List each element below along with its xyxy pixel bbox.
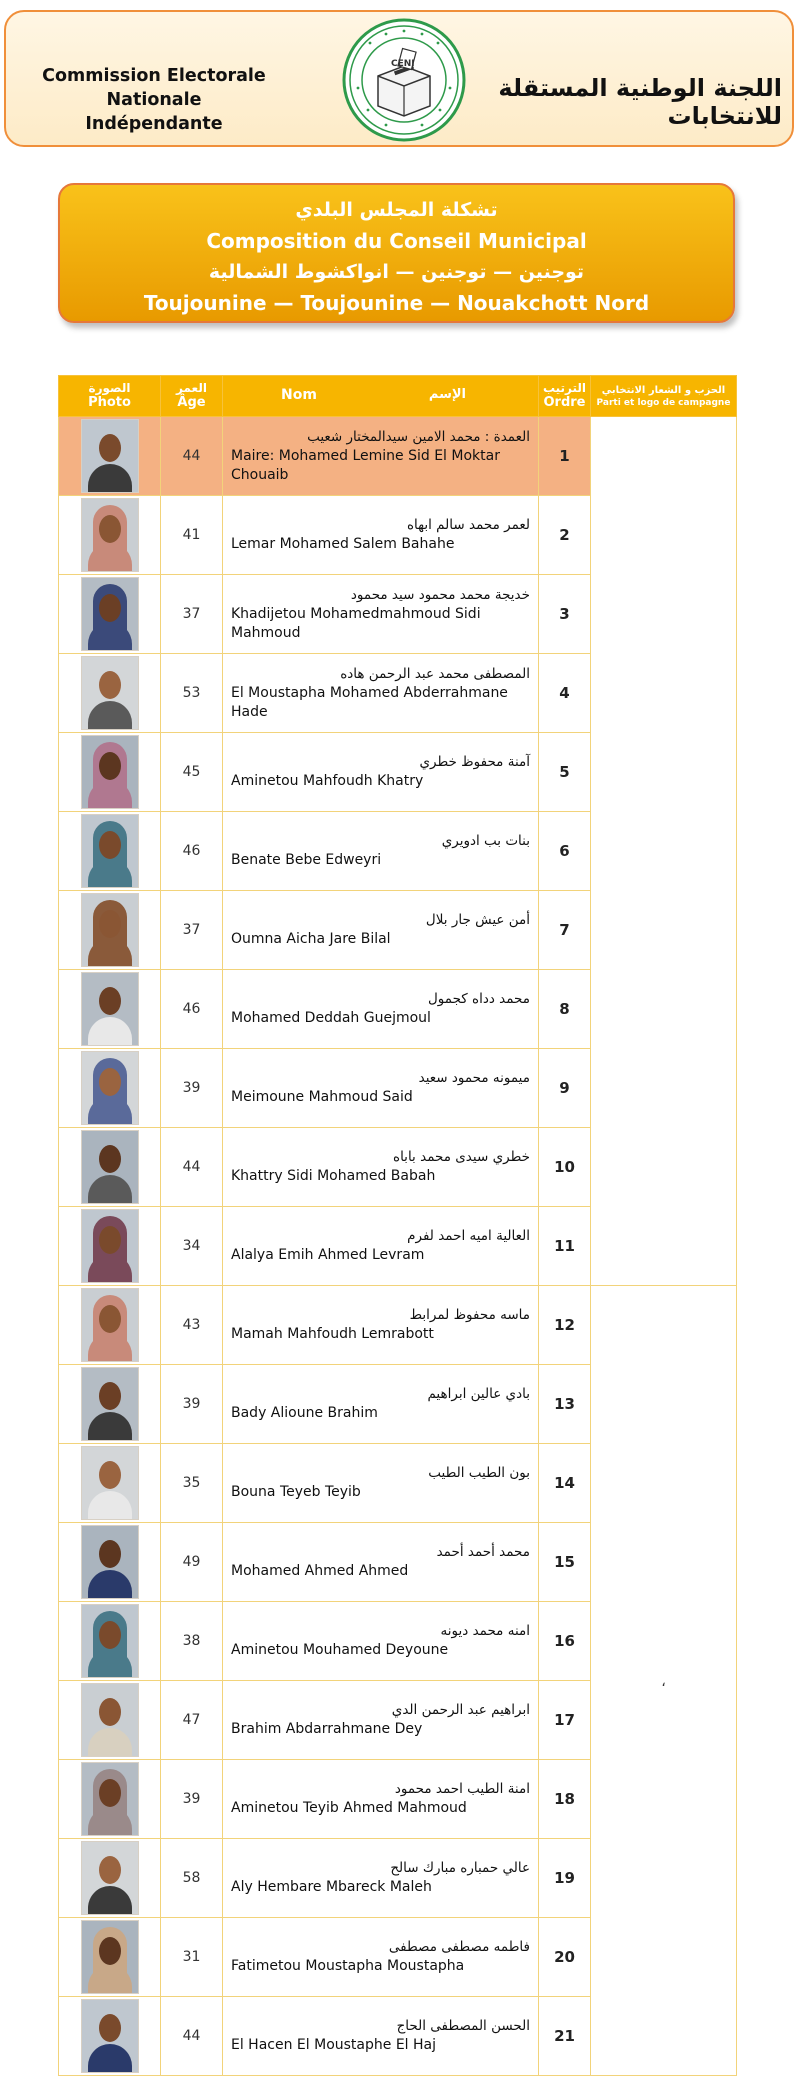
name-arabic: عالي حمباره مبارك سالح bbox=[390, 1860, 530, 1876]
candidate-photo bbox=[81, 656, 139, 730]
table-row bbox=[59, 1286, 737, 1365]
order-cell: 12 bbox=[539, 1286, 591, 1365]
name-french: Mamah Mahfoudh Lemrabott bbox=[231, 1326, 434, 1342]
age-cell: 37 bbox=[161, 891, 223, 970]
photo-cell bbox=[59, 1681, 161, 1760]
name-french: Khattry Sidi Mohamed Babah bbox=[231, 1168, 436, 1184]
name-cell bbox=[223, 1997, 539, 2076]
photo-cell bbox=[59, 1128, 161, 1207]
name-french: Maire: Mohamed Lemine Sid El Moktar Chouaib bbox=[231, 447, 500, 483]
name-french: Mohamed Ahmed Ahmed bbox=[231, 1563, 409, 1579]
age-cell: 31 bbox=[161, 1918, 223, 1997]
photo-cell bbox=[59, 575, 161, 654]
candidate-photo bbox=[81, 735, 139, 809]
name-arabic: العمدة : محمد الامين سيدالمختار شعيب bbox=[307, 428, 530, 445]
candidate-photo bbox=[81, 1920, 139, 1994]
order-cell: 3 bbox=[539, 575, 591, 654]
candidate-photo bbox=[81, 814, 139, 888]
name-cell bbox=[223, 1839, 539, 1918]
header-age: العمر Âge bbox=[161, 376, 223, 417]
order-cell: 11 bbox=[539, 1207, 591, 1286]
party-mark: ، bbox=[661, 1674, 666, 1690]
name-arabic: خطري سيدى محمد باباه bbox=[393, 1149, 530, 1165]
order-cell: 6 bbox=[539, 812, 591, 891]
header-banner bbox=[4, 10, 794, 147]
order-cell: 2 bbox=[539, 496, 591, 575]
name-arabic: بنات بب ادويري bbox=[441, 833, 530, 849]
order-cell: 15 bbox=[539, 1523, 591, 1602]
age-cell: 44 bbox=[161, 1997, 223, 2076]
order-cell: 20 bbox=[539, 1918, 591, 1997]
candidate-photo bbox=[81, 498, 139, 572]
age-cell: 44 bbox=[161, 1128, 223, 1207]
name-arabic: ماسه محفوظ لمرابط bbox=[409, 1307, 530, 1323]
age-cell: 41 bbox=[161, 496, 223, 575]
age-cell: 39 bbox=[161, 1760, 223, 1839]
title-fr: Composition du Conseil Municipal bbox=[206, 229, 587, 253]
name-cell bbox=[223, 733, 539, 812]
candidate-photo bbox=[81, 893, 139, 967]
name-arabic: ابراهيم عبد الرحمن الدي bbox=[391, 1702, 530, 1718]
name-french: El Hacen El Moustaphe El Haj bbox=[231, 2037, 436, 2053]
name-arabic: محمد أحمد أحمد bbox=[436, 1544, 530, 1560]
photo-cell bbox=[59, 1839, 161, 1918]
svg-text:CENI: CENI bbox=[391, 59, 415, 69]
candidate-photo bbox=[81, 1209, 139, 1283]
name-arabic: أمن عيش جار بلال bbox=[425, 912, 530, 928]
candidate-photo bbox=[81, 1367, 139, 1441]
order-cell: 9 bbox=[539, 1049, 591, 1128]
name-cell bbox=[223, 1128, 539, 1207]
name-french: El Moustapha Mohamed Abderrahmane Hade bbox=[231, 684, 508, 720]
ceni-logo bbox=[342, 18, 466, 142]
table-header-row bbox=[59, 376, 737, 417]
name-arabic: امنه محمد ديونه bbox=[440, 1623, 530, 1639]
candidate-photo bbox=[81, 577, 139, 651]
photo-cell bbox=[59, 1049, 161, 1128]
photo-cell bbox=[59, 1365, 161, 1444]
place-ar: توجنين — توجنين — انواكشوط الشمالية bbox=[208, 261, 585, 283]
candidate-photo bbox=[81, 1288, 139, 1362]
photo-cell bbox=[59, 496, 161, 575]
name-french: Fatimetou Moustapha Moustapha bbox=[231, 1958, 465, 1974]
photo-cell bbox=[59, 891, 161, 970]
name-french: Brahim Abdarrahmane Dey bbox=[231, 1721, 423, 1737]
name-french: Bouna Teyeb Teyib bbox=[231, 1484, 361, 1500]
name-cell bbox=[223, 1523, 539, 1602]
age-cell: 44 bbox=[161, 417, 223, 496]
name-cell bbox=[223, 1681, 539, 1760]
photo-cell bbox=[59, 1918, 161, 1997]
name-french: Aminetou Mahfoudh Khatry bbox=[231, 773, 424, 789]
age-cell: 47 bbox=[161, 1681, 223, 1760]
name-cell bbox=[223, 417, 539, 496]
name-arabic: العالية اميه احمد لفرم bbox=[407, 1228, 530, 1244]
name-french: Benate Bebe Edweyri bbox=[231, 852, 382, 868]
photo-cell bbox=[59, 1602, 161, 1681]
photo-cell bbox=[59, 417, 161, 496]
photo-cell bbox=[59, 1444, 161, 1523]
name-arabic: امنة الطيب احمد محمود bbox=[394, 1781, 530, 1797]
name-cell bbox=[223, 891, 539, 970]
title-box bbox=[58, 183, 735, 323]
order-cell: 13 bbox=[539, 1365, 591, 1444]
name-cell bbox=[223, 1760, 539, 1839]
age-cell: 46 bbox=[161, 812, 223, 891]
name-french: Lemar Mohamed Salem Bahahe bbox=[231, 536, 455, 552]
name-cell bbox=[223, 1286, 539, 1365]
order-cell: 7 bbox=[539, 891, 591, 970]
age-cell: 53 bbox=[161, 654, 223, 733]
candidate-photo bbox=[81, 1525, 139, 1599]
name-french: Oumna Aicha Jare Bilal bbox=[231, 931, 391, 947]
name-french: Khadijetou Mohamedmahmoud Sidi Mahmoud bbox=[231, 605, 481, 641]
age-cell: 34 bbox=[161, 1207, 223, 1286]
name-cell bbox=[223, 496, 539, 575]
candidate-photo bbox=[81, 1683, 139, 1757]
order-cell: 8 bbox=[539, 970, 591, 1049]
order-cell: 17 bbox=[539, 1681, 591, 1760]
order-cell: 14 bbox=[539, 1444, 591, 1523]
name-french: Aly Hembare Mbareck Maleh bbox=[231, 1879, 432, 1895]
header-photo: الصورة Photo bbox=[59, 376, 161, 417]
name-french: Aminetou Teyib Ahmed Mahmoud bbox=[231, 1800, 467, 1816]
name-arabic: ميمونه محمود سعيد bbox=[418, 1070, 530, 1086]
name-arabic: محمد دداه كجمول bbox=[428, 991, 530, 1007]
header-order: الترتيب Ordre bbox=[539, 376, 591, 417]
name-cell bbox=[223, 654, 539, 733]
age-cell: 43 bbox=[161, 1286, 223, 1365]
commission-name-ar: اللجنة الوطنية المستقلة للانتخابات bbox=[498, 74, 782, 130]
photo-cell bbox=[59, 970, 161, 1049]
order-cell: 16 bbox=[539, 1602, 591, 1681]
candidate-photo bbox=[81, 1762, 139, 1836]
name-french: Mohamed Deddah Guejmoul bbox=[231, 1010, 431, 1026]
name-cell bbox=[223, 812, 539, 891]
name-arabic: المصطفى محمد عبد الرحمن هاده bbox=[340, 665, 530, 682]
name-arabic: الحسن المصطفى الحاج bbox=[396, 2018, 530, 2034]
age-cell: 49 bbox=[161, 1523, 223, 1602]
name-arabic: فاطمه مصطفى مصطفى bbox=[388, 1939, 530, 1955]
candidate-photo bbox=[81, 1604, 139, 1678]
order-cell: 19 bbox=[539, 1839, 591, 1918]
name-french: Aminetou Mouhamed Deyoune bbox=[231, 1642, 449, 1658]
name-arabic: لعمر محمد سالم ابهاه bbox=[406, 517, 530, 533]
name-cell bbox=[223, 1365, 539, 1444]
age-cell: 35 bbox=[161, 1444, 223, 1523]
photo-cell bbox=[59, 1286, 161, 1365]
name-cell bbox=[223, 1918, 539, 1997]
order-cell: 5 bbox=[539, 733, 591, 812]
age-cell: 38 bbox=[161, 1602, 223, 1681]
candidate-photo bbox=[81, 1051, 139, 1125]
name-french: Alalya Emih Ahmed Levram bbox=[231, 1247, 425, 1263]
table-row bbox=[59, 417, 737, 496]
photo-cell bbox=[59, 1207, 161, 1286]
photo-cell bbox=[59, 733, 161, 812]
name-cell bbox=[223, 575, 539, 654]
photo-cell bbox=[59, 1760, 161, 1839]
name-cell bbox=[223, 1444, 539, 1523]
age-cell: 45 bbox=[161, 733, 223, 812]
name-french: Bady Alioune Brahim bbox=[231, 1405, 378, 1421]
photo-cell bbox=[59, 654, 161, 733]
name-cell bbox=[223, 1602, 539, 1681]
name-arabic: آمنة محفوظ خطري bbox=[419, 754, 530, 770]
header-party: الحزب و الشعار الانتخابي Parti et logo de campagne bbox=[591, 376, 737, 417]
candidate-photo bbox=[81, 972, 139, 1046]
age-cell: 37 bbox=[161, 575, 223, 654]
name-arabic: بادي عالين ابراهيم bbox=[427, 1386, 530, 1402]
council-table bbox=[58, 375, 737, 2076]
order-cell: 1 bbox=[539, 417, 591, 496]
name-cell bbox=[223, 1049, 539, 1128]
name-arabic: بون الطيب الطيب bbox=[428, 1465, 530, 1481]
name-arabic: خديجة محمد محمود سيد محمود bbox=[350, 586, 530, 603]
candidate-photo bbox=[81, 1130, 139, 1204]
name-cell bbox=[223, 1207, 539, 1286]
name-cell bbox=[223, 970, 539, 1049]
name-french: Meimoune Mahmoud Said bbox=[231, 1089, 413, 1105]
title-ar: تشكلة المجلس البلدي bbox=[295, 199, 498, 221]
order-cell: 18 bbox=[539, 1760, 591, 1839]
photo-cell bbox=[59, 812, 161, 891]
age-cell: 39 bbox=[161, 1365, 223, 1444]
candidate-photo bbox=[81, 1841, 139, 1915]
age-cell: 46 bbox=[161, 970, 223, 1049]
place-fr: Toujounine — Toujounine — Nouakchott Nord bbox=[143, 291, 650, 315]
candidate-photo bbox=[81, 1446, 139, 1520]
commission-name-fr: Commission Electorale Nationale Indépendante bbox=[42, 66, 266, 134]
candidate-photo bbox=[81, 419, 139, 493]
age-cell: 39 bbox=[161, 1049, 223, 1128]
header-name: Nom الإسم bbox=[223, 376, 539, 417]
order-cell: 4 bbox=[539, 654, 591, 733]
order-cell: 21 bbox=[539, 1997, 591, 2076]
order-cell: 10 bbox=[539, 1128, 591, 1207]
candidate-photo bbox=[81, 1999, 139, 2073]
age-cell: 58 bbox=[161, 1839, 223, 1918]
party-cell-2 bbox=[591, 1286, 737, 2076]
photo-cell bbox=[59, 1523, 161, 1602]
party-cell bbox=[591, 417, 737, 1286]
photo-cell bbox=[59, 1997, 161, 2076]
